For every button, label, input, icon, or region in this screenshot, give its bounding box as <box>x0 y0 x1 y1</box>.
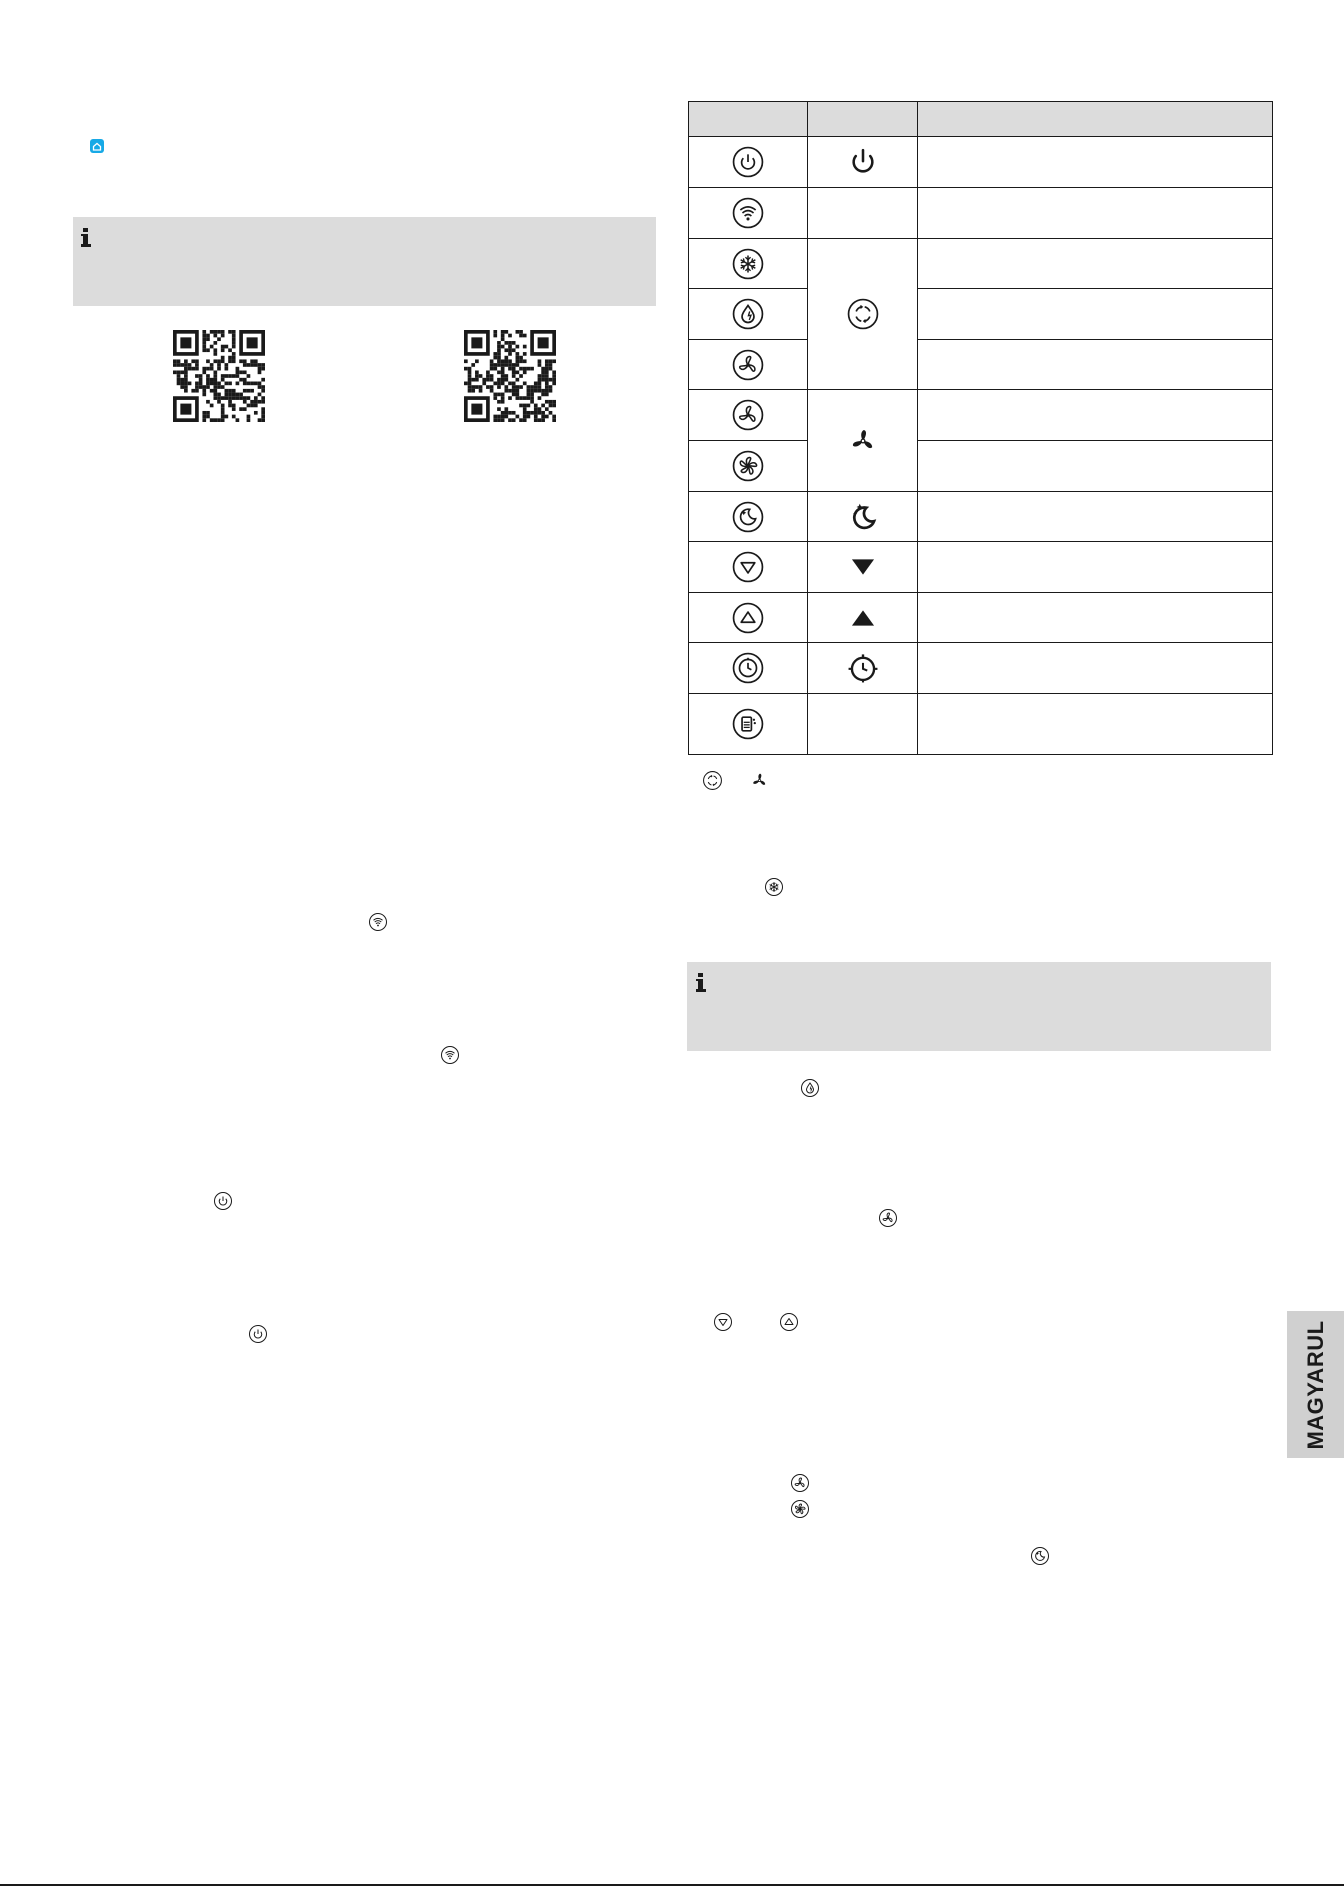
power-button-icon <box>689 137 808 188</box>
table-description-cell <box>918 289 1273 340</box>
table-header-cell <box>689 102 808 137</box>
table-row <box>689 542 1273 593</box>
mode-cycle-inline-icon <box>702 770 723 791</box>
mode-cycle-icon <box>808 239 918 390</box>
table-row <box>689 289 1273 340</box>
table-description-cell <box>918 188 1273 239</box>
table-row <box>689 694 1273 755</box>
up-inline-icon <box>779 1312 799 1332</box>
table-description-cell <box>918 390 1273 441</box>
wifi-inline-icon <box>368 912 388 932</box>
table-description-cell <box>918 492 1273 542</box>
info-icon <box>80 228 92 248</box>
table-row <box>689 593 1273 643</box>
sleep-moon-icon <box>808 492 918 542</box>
table-header-cell <box>918 102 1273 137</box>
table-description-cell <box>918 542 1273 593</box>
language-side-tab[interactable] <box>1287 1311 1344 1458</box>
dehumidify-inline-icon <box>800 1078 820 1098</box>
wifi-inline-icon <box>440 1045 460 1065</box>
bottom-rule <box>0 1884 1344 1886</box>
empty-cell <box>808 188 918 239</box>
fan-icon <box>808 390 918 492</box>
info-icon <box>695 973 707 993</box>
power-inline-icon <box>248 1324 268 1344</box>
sleep-button-icon <box>689 492 808 542</box>
fan-inline-icon <box>749 770 770 791</box>
fan-mode-inline-icon <box>878 1208 898 1228</box>
fan-low-inline-icon <box>790 1473 810 1493</box>
triangle-down-icon <box>808 542 918 593</box>
empty-cell <box>808 694 918 755</box>
qr-code-left <box>173 330 265 422</box>
info-note-box-right <box>687 962 1271 1051</box>
timer-icon <box>808 643 918 694</box>
table-row <box>689 390 1273 441</box>
snowflake-button-icon <box>689 239 808 289</box>
table-description-cell <box>918 137 1273 188</box>
table-description-cell <box>918 441 1273 492</box>
table-description-cell <box>918 239 1273 289</box>
table-description-cell <box>918 593 1273 643</box>
power-inline-icon <box>213 1191 233 1211</box>
up-button-icon <box>689 593 808 643</box>
table-description-cell <box>918 643 1273 694</box>
dehumidify-button-icon <box>689 289 808 340</box>
fan-mode-button-icon <box>689 340 808 390</box>
tank-button-icon <box>689 694 808 755</box>
language-side-tab-label: MAGYARUL <box>1302 1319 1328 1450</box>
app-home-icon <box>90 138 104 154</box>
table-row <box>689 340 1273 390</box>
table-header-row <box>689 102 1273 137</box>
table-row <box>689 137 1273 188</box>
triangle-up-icon <box>808 593 918 643</box>
fan-low-button-icon <box>689 390 808 441</box>
table-header-cell <box>808 102 918 137</box>
timer-button-icon <box>689 643 808 694</box>
fan-high-inline-icon <box>790 1499 810 1519</box>
power-icon <box>808 137 918 188</box>
table-row <box>689 643 1273 694</box>
table-description-cell <box>918 694 1273 755</box>
table-row <box>689 441 1273 492</box>
snowflake-inline-icon <box>764 877 784 897</box>
table-description-cell <box>918 340 1273 390</box>
table-row <box>689 492 1273 542</box>
down-inline-icon <box>713 1312 733 1332</box>
table-row <box>689 239 1273 289</box>
info-note-box-left <box>73 217 656 306</box>
table-row <box>689 188 1273 239</box>
qr-code-right <box>464 330 556 422</box>
wifi-button-icon <box>689 188 808 239</box>
down-button-icon <box>689 542 808 593</box>
sleep-inline-icon <box>1030 1546 1050 1566</box>
control-panel-icons-table <box>688 101 1273 755</box>
fan-high-button-icon <box>689 441 808 492</box>
